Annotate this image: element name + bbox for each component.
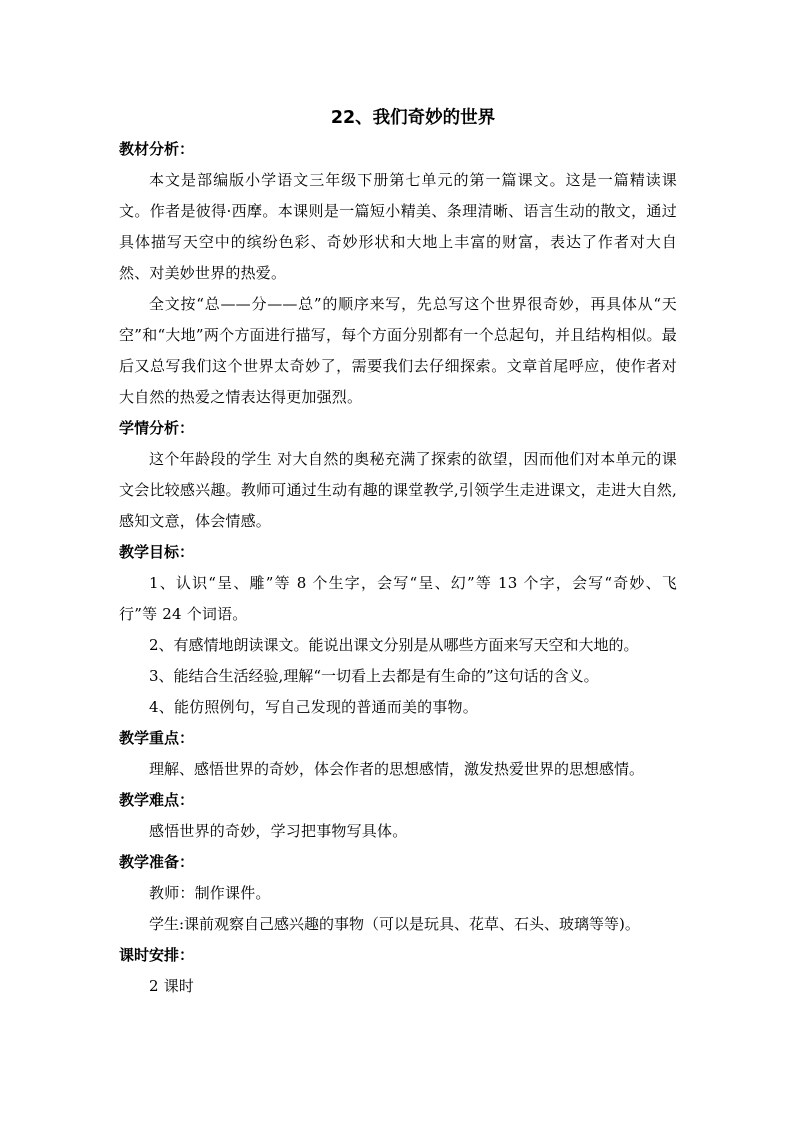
paragraph-schedule-1: 2 课时 (149, 977, 195, 995)
goal-item-3: 3、能结合生活经验,理解“一切看上去都是有生命的”这句话的含义。 (149, 667, 599, 685)
paragraph-materials-2: 全文按“总——分——总”的顺序来写，先总写这个世界很奇妙，再具体从“天空”和“大地”两个方面进行描写，每个方面分别都有一个总起句，并且结构相似。最后又总写我们这个世界太奇妙了，需要我们去仔细探索。文章首尾呼应，使作者对大自然的热爱之情表达得更加强烈。 (119, 295, 677, 406)
section-heading-goals: 教学目标： (119, 543, 195, 561)
section-heading-key-points: 教学重点： (119, 729, 195, 747)
paragraph-materials-1: 本文是部编版小学语文三年级下册第七单元的第一篇课文。这是一篇精读课文。作者是彼得·西摩。本课则是一篇短小精美、条理清晰、语言生动的散文，通过具体描写天空中的缤纷色彩、奇妙形状和大地上丰富的财富，表达了作者对大自然、对美妙世界的热爱。 (119, 171, 677, 282)
goal-item-4: 4、能仿照例句，写自己发现的普通而美的事物。 (149, 698, 478, 716)
section-heading-schedule: 课时安排： (119, 946, 195, 964)
section-heading-difficulties: 教学难点： (119, 791, 195, 809)
paragraph-preparation-teacher: 教师：制作课件。 (149, 884, 271, 902)
document-body (119, 104, 677, 1002)
section-heading-preparation: 教学准备： (119, 853, 195, 871)
goal-item-2: 2、有感情地朗读课文。能说出课文分别是从哪些方面来写天空和大地的。 (149, 636, 639, 654)
page-title: 22、我们奇妙的世界 (330, 108, 496, 128)
paragraph-key-points-1: 理解、感悟世界的奇妙，体会作者的思想感情，激发热爱世界的思想感情。 (149, 760, 645, 778)
section-heading-students: 学情分析： (119, 419, 195, 437)
paragraph-preparation-student: 学生:课前观察自己感兴趣的事物（可以是玩具、花草、石头、玻璃等等)。 (149, 915, 640, 933)
paragraph-students-1: 这个年龄段的学生 对大自然的奥秘充满了探索的欲望，因而他们对本单元的课文会比较感兴趣。教师可通过生动有趣的课堂教学,引领学生走进课文，走进大自然,感知文意，体会情感。 (119, 450, 677, 530)
goal-item-1: 1、认识“呈、雕”等 8 个生字，会写“呈、幻”等 13 个字，会写“奇妙、飞行”等 24 个词语。 (119, 574, 677, 623)
paragraph-difficulties-1: 感悟世界的奇妙，学习把事物写具体。 (149, 822, 408, 840)
section-heading-materials: 教材分析： (119, 140, 195, 158)
